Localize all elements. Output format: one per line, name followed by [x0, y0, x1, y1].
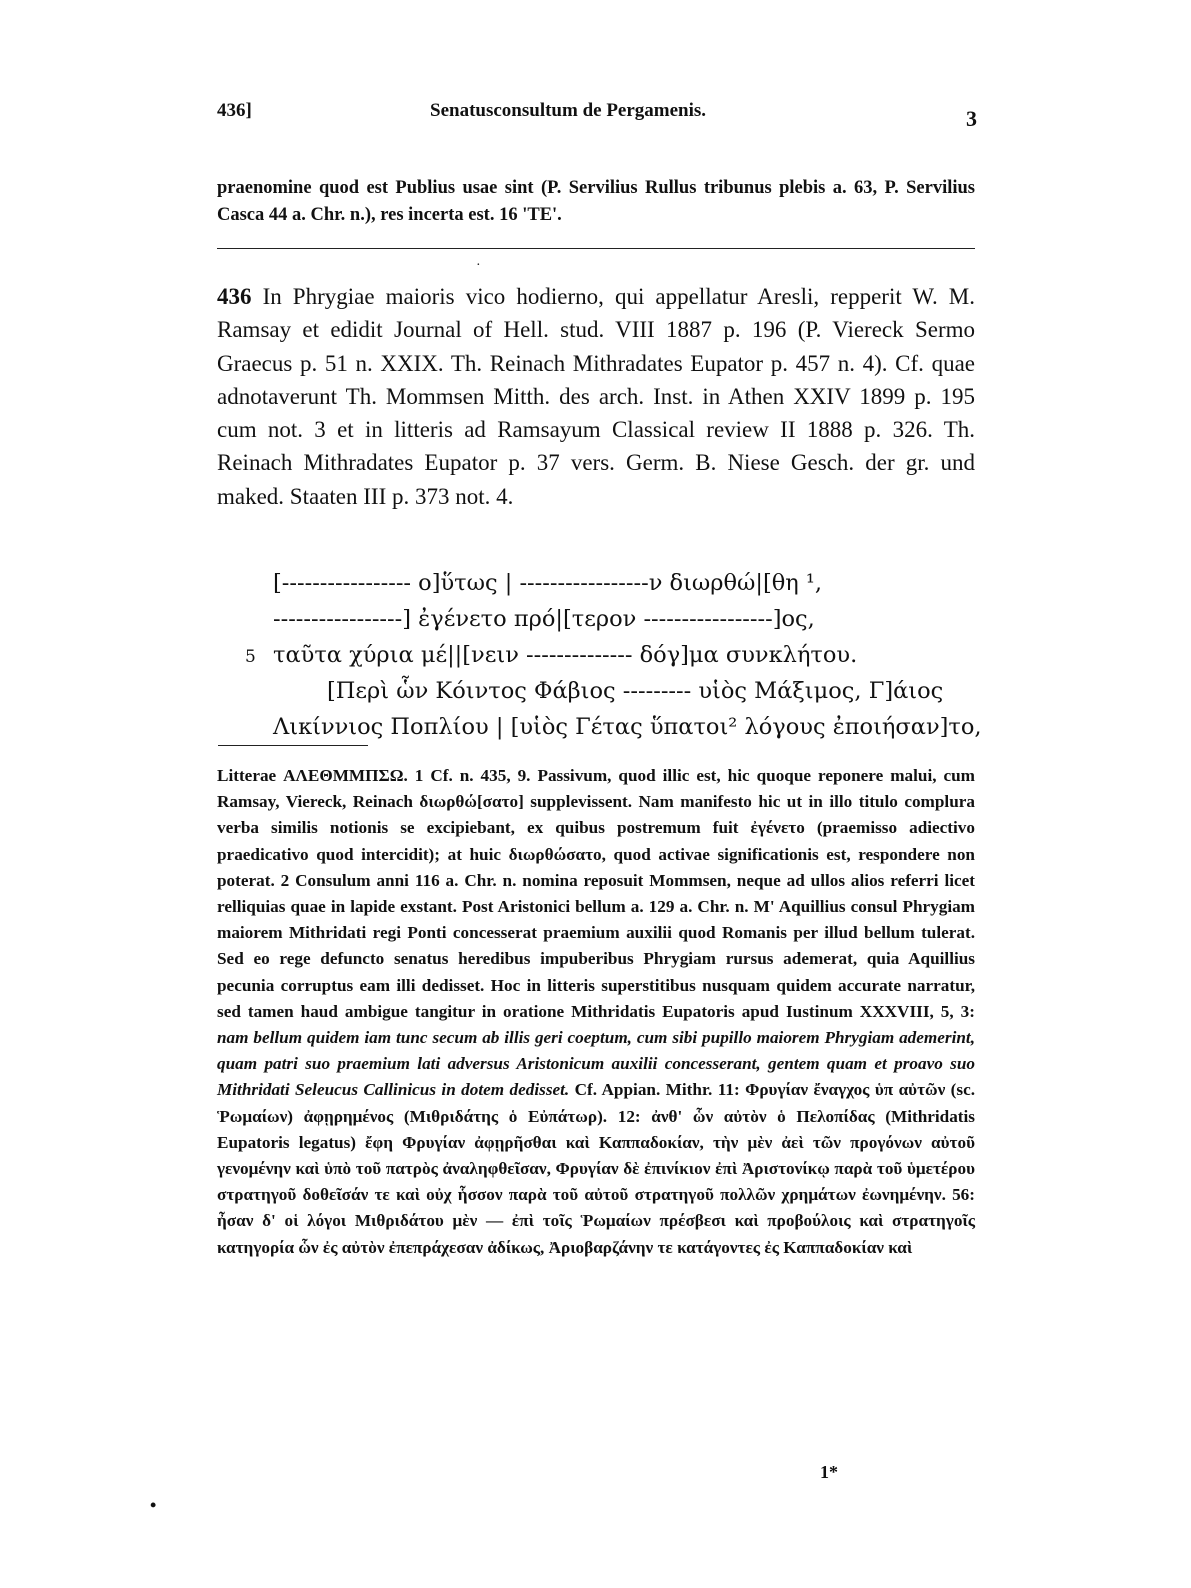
line-text: [----------------- ο]ὕτως | -----------------ν διωρθώ|[θη ¹, [273, 570, 823, 596]
inscription-line [217, 709, 982, 745]
running-title: Senatusconsultum de Pergamenis. [430, 100, 707, 121]
divider-dot: · [476, 258, 481, 273]
inscription-line [217, 673, 975, 709]
stray-mark: • [150, 1495, 157, 1515]
introduction-text: In Phrygiae maioris vico hodierno, qui appellatur Aresli, repperit W. M. Ramsay et edidit Journal of Hell. stud. VIII 1887 p. 196 (P. Viereck Sermo Graecus p. 51 n. XXIX. Th. Reinach Mithradates Eupator p. 457 n. 4). Cf. quae adnotaverunt Th. Mommsen Mitth. des arch. Inst. in Athen XXIV 1899 p. 195 cum not. 3 et in litteris ad Ramsayum Classical review II 1888 p. 326. Th. Reinach Mithradates Eupator p. 37 vers. Germ. B. Niese Gesch. der gr. und maked. Staaten III p. 373 not. 4. [217, 284, 975, 509]
notes-text: Litterae ΑΛΕΘΜΜΠΣΩ. 1 Cf. n. 435, 9. Passivum, quod illic est, hic quoque reponere malui, cum Ramsay, Viereck, Reinach διωρθώ[σατο] supplevissent. Nam manifesto hic ut in illo titulo complura verba similis notionis se excipiebant, ex quibus postremum fuit ἐγένετο (praemisso adiectivo praedicativo quod intercidit); at huic διωρθώσατο, quod activae significationis est, respondere non poterat. 2 Consulum anni 116 a. Chr. n. nomina reposuit Mommsen, neque ad ullos alios referri licet relliquias quae in lapide exstant. Post Aristonici bellum a. 129 a. Chr. n. M' Aquillius consul Phrygiam maiorem Mithridati regi Ponti concesserat praemium auxilii quod Romanis per illud bellum tulerat. Sed eo rege defuncto senatus heredibus impuberibus Phrygiam rursus ademerat, quia Aquillius pecunia corruptus eam illi dedisset. Hoc in litteris superstitibus nusquam quidem accurate narratur, sed tamen haud ambigue tangitur in oratione Mithridatis Eupatoris apud Iustinum XXXVIII, 5, 3: [217, 766, 975, 1021]
continued-footnote: praenomine quod est Publius usae sint (P. Servilius Rullus tribunus plebis a. 63, P. Servilius Casca 44 a. Chr. n.), res incerta est. 16 'TE'. [217, 178, 975, 225]
line-text: Λικίννιος Ποπλίου | [υἱὸς Γέτας ὕπατοι² λόγους ἐποιήσαν]το, [273, 714, 982, 740]
inscription-line [217, 637, 975, 673]
greek-inscription [217, 565, 982, 745]
inscription-number: 436 [217, 284, 252, 309]
line-text: ταῦτα χύρια μέ||[νειν -------------- δόγ]μα συνκλήτου. [273, 642, 858, 668]
line-text: [Περὶ ὧν Κόιντος Φάβιος --------- υἱὸς Μάξιμος, Γ]άιος [327, 678, 944, 704]
line-text: -----------------] ἐγένετο πρό|[τερον -----------------]ος, [273, 606, 815, 632]
section-divider [217, 248, 975, 249]
inscription-line [217, 601, 975, 637]
inscription-introduction [217, 280, 975, 513]
running-head [217, 100, 977, 130]
footnote-rule [218, 745, 368, 746]
signature-mark: 1* [820, 1462, 838, 1482]
page-number: 3 [966, 106, 977, 131]
line-number: 5 [245, 647, 256, 667]
inscription-line [217, 565, 975, 601]
commentary-notes [217, 763, 975, 1261]
section-reference: 436] [217, 100, 252, 121]
appian-citation: Cf. Appian. Mithr. 11: Φρυγίαν ἔναγχος ὑπ αὐτῶν (sc. Ῥωμαίων) ἀφῃρημένος (Μιθριδάτης ὁ Εὐπάτωρ). 12: ἀνθ' ὧν αὐτὸν ὁ Πελοπίδας (Mithridatis Eupatoris legatus) ἔφη Φρυγίαν ἀφῃρῆσθαι καὶ Καππαδοκίαν, τὴν μὲν ἀεὶ τῶν προγόνων αὐτοῦ γενομένην καὶ ὑπὸ τοῦ πατρὸς ἀναληφθεῖσαν, Φρυγίαν δὲ ἐπινίκιον ἐπὶ Ἀριστονίκῳ παρὰ τοῦ ὑμετέρου στρατηγοῦ δοθεῖσάν τε καὶ οὐχ ἧσσον παρὰ τοῦ αὐτοῦ στρατηγοῦ πολλῶν χρημάτων ἐωνημένην. 56: ἦσαν δ' οἱ λόγοι Μιθριδάτου μὲν — ἐπὶ τοῖς Ῥωμαίων πρέσβεσι καὶ προβούλοις καὶ στρατηγοῖς κατηγορία ὧν ἐς αὐτὸν ἐπεπράχεσαν ἀδίκως, Ἀριοβαρζάνην τε κατάγοντες ἐς Καππαδοκίαν καὶ [217, 1080, 975, 1257]
justin-quotation: nam bellum quidem iam tunc secum ab illis geri coeptum, cum sibi pupillo maiorem Phrygiam ademerint, quam patri suo praemium lati adversus Aristonicum auxilii concesserant, gentem quam et proavo suo Mithridati Seleucus Callinicus in dotem dedisset. [217, 1028, 975, 1100]
